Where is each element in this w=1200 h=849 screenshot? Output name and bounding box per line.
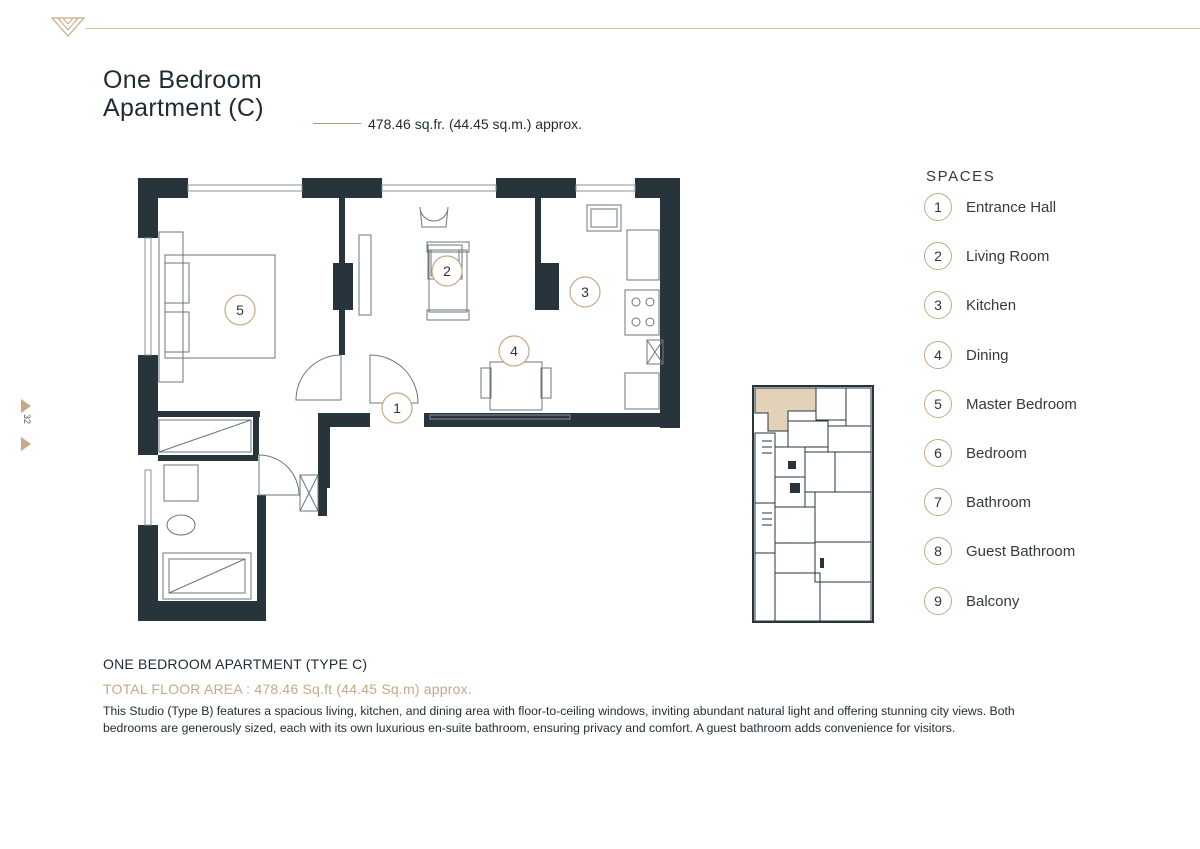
apartment-description: This Studio (Type B) features a spacious living, kitchen, and dining area with floor-to-ceiling windows, inviting abundant natural light and offering stunning city views. Both bedrooms are generously sized, each with its own luxurious en-suite bathroom, ensuring privacy and comfort. A guest bathroom adds convenience for visitors.	[103, 704, 1015, 735]
area-divider	[313, 123, 361, 124]
space-number-badge: 8	[924, 537, 952, 565]
plan-label-4: 4	[510, 343, 518, 359]
space-number-badge: 7	[924, 488, 952, 516]
space-item-kitchen	[924, 288, 1016, 322]
spaces-title: SPACES	[926, 168, 996, 185]
space-number-badge: 6	[924, 439, 952, 467]
building-key-plan	[750, 383, 876, 625]
space-number-badge: 2	[924, 242, 952, 270]
space-label: Entrance Hall	[966, 198, 1057, 216]
page-number: 32	[22, 413, 33, 425]
plan-label-1: 1	[393, 400, 401, 416]
plan-label-3: 3	[581, 284, 589, 300]
space-number-badge: 1	[924, 193, 952, 221]
space-number-badge: 4	[924, 341, 952, 369]
space-number-badge: 9	[924, 587, 952, 615]
space-item-guest-bathroom	[924, 534, 1075, 568]
space-label: Dining	[966, 346, 1009, 364]
title-line-2: Apartment (C)	[103, 94, 264, 122]
space-item-dining	[924, 338, 1009, 372]
space-number-badge: 3	[924, 291, 952, 319]
space-item-entrance-hall	[924, 190, 1056, 224]
space-label: Master Bedroom	[966, 395, 1077, 413]
space-item-living-room	[924, 239, 1049, 273]
space-item-bathroom	[924, 485, 1031, 519]
space-number-badge: 5	[924, 390, 952, 418]
total-floor-area: TOTAL FLOOR AREA : 478.46 Sq.ft (44.45 Sq.m) approx.	[103, 681, 472, 697]
space-label: Balcony	[966, 592, 1020, 610]
space-item-master-bedroom	[924, 387, 1077, 421]
page-title	[103, 66, 264, 122]
brand-logo-icon	[50, 16, 86, 38]
space-label: Bathroom	[966, 493, 1032, 511]
apartment-type-heading: ONE BEDROOM APARTMENT (TYPE C)	[103, 656, 368, 672]
plan-label-5: 5	[236, 302, 244, 318]
space-item-balcony	[924, 584, 1019, 618]
space-item-bedroom	[924, 436, 1027, 470]
header-divider	[86, 28, 1200, 29]
space-label: Living Room	[966, 247, 1050, 265]
space-label: Bedroom	[966, 444, 1027, 462]
title-line-1: One Bedroom	[103, 66, 262, 94]
space-label: Kitchen	[966, 296, 1017, 314]
plan-label-2: 2	[443, 263, 451, 279]
space-label: Guest Bathroom	[966, 542, 1076, 560]
page-marker-icon	[20, 398, 32, 452]
floor-plan	[135, 175, 683, 625]
apartment-area: 478.46 sq.fr. (44.45 sq.m.) approx.	[368, 116, 583, 132]
